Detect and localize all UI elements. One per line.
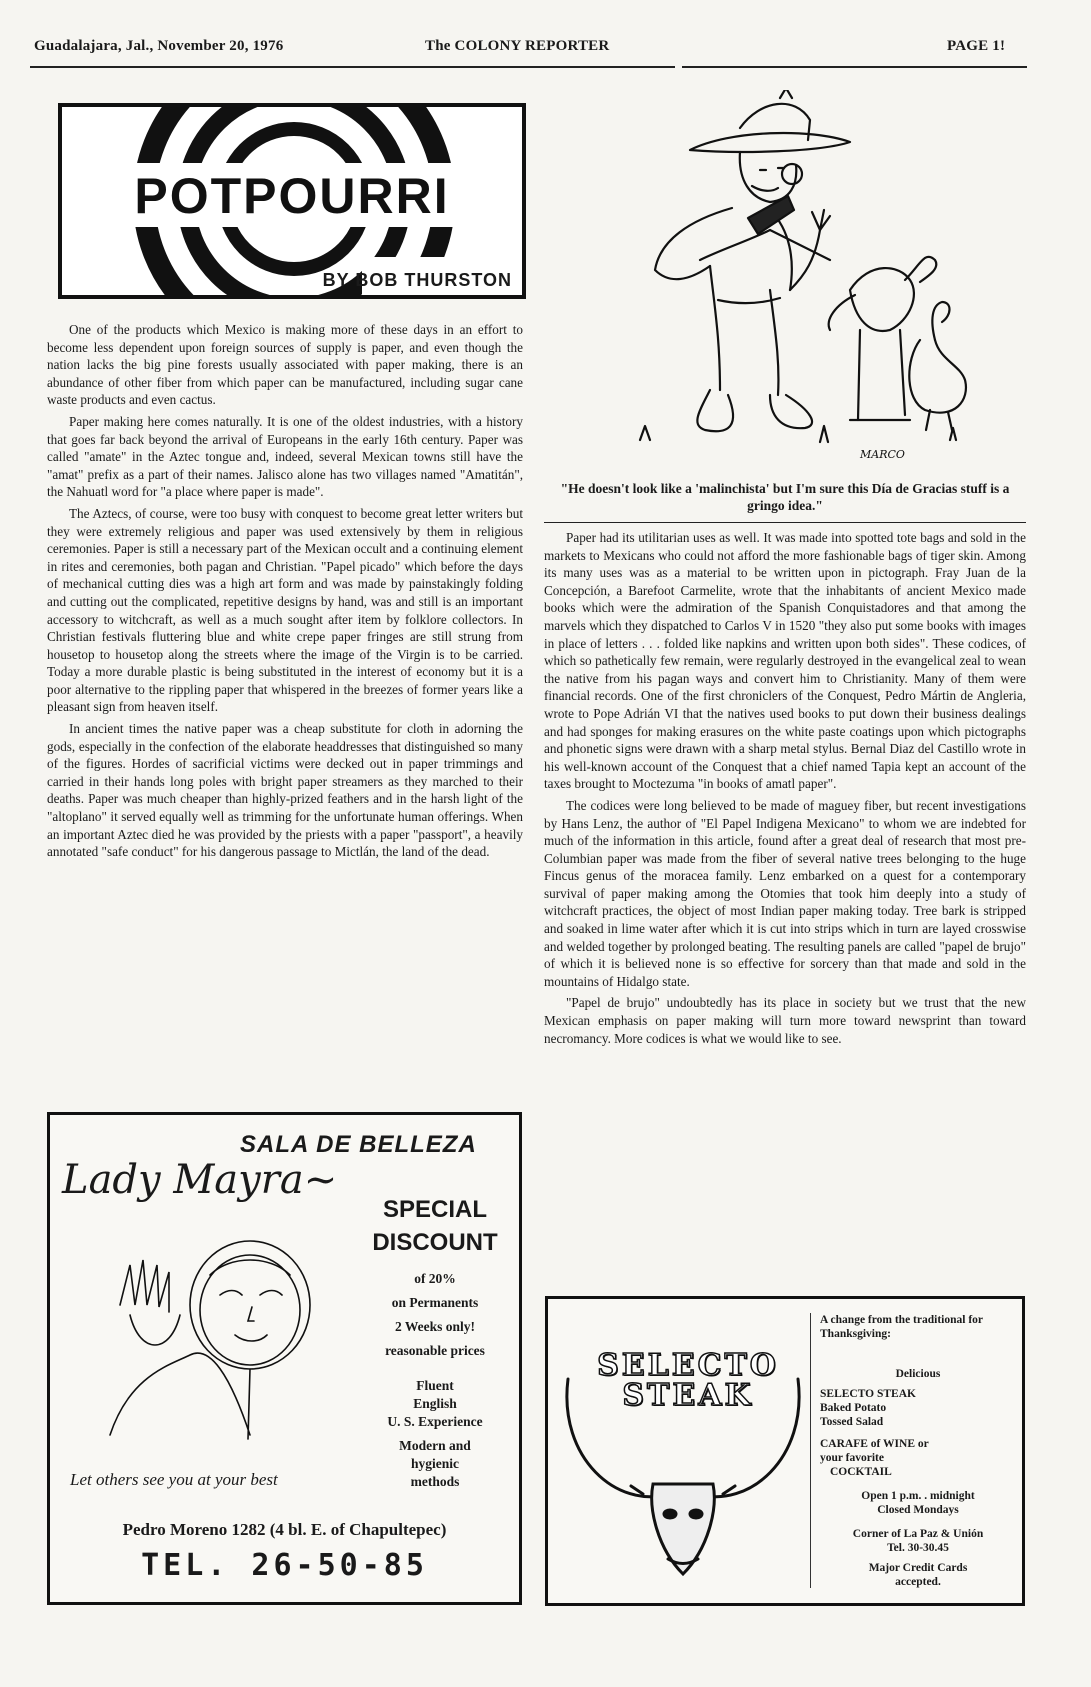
column-logo — [58, 103, 526, 299]
discount-label: DISCOUNT — [372, 1229, 498, 1256]
steak-hours — [820, 1489, 1016, 1517]
offer-line: on Permanents — [391, 1295, 479, 1310]
salon-address: Pedro Moreno 1282 (4 bl. E. of Chapultepec) — [122, 1520, 447, 1539]
steak-wine — [820, 1437, 1016, 1479]
cartoon-signature: MARCO — [860, 448, 905, 461]
salon-tagline: Let others see you at your best — [70, 1470, 278, 1489]
location-line: Corner of La Paz & Unión — [852, 1528, 984, 1540]
article-paragraph: In ancient times the native paper was a cheap substitute for cloth in adorning the gods, especially in the confection of the elaborate headdresses that distinguished so many of the figures. Hordes of sacrificial victims were decked out in paper trimmings and carried in their hands long poles with bright paper streamers as they marched to their deaths. Paper was much cheaper than highly-prized feathers and in the harsh light of the "altoplano" it served equally well as trimming for the unfortunate human offerings. When an important Aztec died he was provided by the priests with a paper "passport", a heavily annotated "safe conduct" for his dangerous passage to Mictlán, the land of the dead. — [47, 721, 523, 860]
salon-title: SALA DE BELLEZA — [240, 1131, 477, 1158]
cards-line: accepted. — [895, 1576, 941, 1588]
offer-line: reasonable prices — [385, 1343, 485, 1358]
steak-cards — [820, 1561, 1016, 1589]
salon-methods — [350, 1437, 520, 1491]
language-line: English — [413, 1396, 457, 1411]
special-discount-heading — [350, 1193, 520, 1259]
methods-line: methods — [410, 1474, 460, 1489]
restaurant-name-line: STEAK — [622, 1378, 754, 1413]
location-line: Tel. 30-30.45 — [887, 1542, 949, 1554]
header-rule-right — [682, 66, 1027, 68]
methods-line: Modern and — [399, 1438, 471, 1453]
special-label: SPECIAL — [382, 1196, 487, 1223]
dateline: Guadalajara, Jal., November 20, 1976 — [34, 38, 284, 54]
woman-with-mirror-illustration — [90, 1235, 330, 1465]
article-right-column — [544, 529, 1026, 1051]
methods-line: hygienic — [410, 1456, 459, 1471]
article-paragraph: One of the products which Mexico is making more of these days in an effort to become less dependent upon foreign sources of supply is paper, and even though the nation lacks the big pine forests usually associated with paper making, there is an abundance of other fiber from which paper can be manufactured, including sugar cane waste products and even cactus. — [47, 322, 523, 408]
restaurant-name-line: SELECTO — [597, 1348, 779, 1383]
salon-phone: TEL. 26-50-85 — [141, 1548, 428, 1583]
steak-restaurant-name — [578, 1348, 798, 1413]
article-paragraph: The codices were long believed to be made of maguey fiber, but recent investigations by Hans Lenz, the author of "El Papel Indigena Mexicano" to whom we are indebted for much of the information in this article, found after a great deal of research that most pre-Columbian paper was made from the fiber of several native trees belonging to the huge Fincus genus of the moracea family. Lenz embarked on a quest for a contemporary survival of paper making among the Otomies that took him deeply into a study of witchcraft practices, the object of most Indian paper making today. Tree bark is stripped and soaked in lime water after which it is cut into strips which in turn are layed crosswise and welded together by prolonged beating. The resulting panels are called "papel de brujo" of which it is believed none is so effective for sorcery than that made and sold in the mountains of Hidalgo state. — [544, 797, 1026, 989]
cartoon-caption: "He doesn't look like a 'malinchista' but I'm sure this Día de Gracias stuff is a gringo idea." — [560, 481, 1010, 513]
offer-line: of 20% — [414, 1271, 456, 1286]
menu-heading: Delicious — [895, 1368, 941, 1380]
wine-line: CARAFE of WINE or — [820, 1438, 929, 1450]
page-number: PAGE 1! — [947, 38, 1006, 54]
column-byline: BY BOB THURSTON — [322, 270, 512, 290]
article-paragraph: The Aztecs, of course, were too busy with conquest to become great letter writers but they were extremely religious and paper was used extensively by them in religious ceremonies. Paper is still a necessary part of the Mexican occult and a continuing element in rites and ceremonies, both pagan and Christian. "Papel picado" which before the days of mechanical cutting dies was a high art form and was made by painstakingly folding and cutting out the complicated, repetitive designs by hand, was and still is an important accessory to witchcraft, as well as a much sought after item by folklore collectors. In Christian festivals fluttering blue and white crepe paper fringes are still strung from housetop to housetop along the streets where the image of the Virgin is to be carried. Today a more durable plastic is being substituted in the interest of economy but it is a poor alternative to the rippling paper that whispered in the breezes of former years like a pleasant sign from heaven itself. — [47, 505, 523, 715]
salon-advertisement — [47, 1112, 522, 1605]
article-paragraph: Paper had its utilitarian uses as well. It was made into spotted tote bags and sold in the markets to Mexicans who could not afford the more fashionable bags of tiger skin. Among its many uses was as a material to be written upon in pictograph. Fray Juan de la Concepción, a Barefoot Carmelite, wrote that the inhabitants of ancient Mexico made books which were the admiration of the Spanish Conquistadores and that among the marvels which they dispatched to Carlos V in 1520 "they also put some books with images in place of letters . . . folded like napkins and written upon both sides". These codices, of which so pathetically few remain, were regularly destroyed in the evangelical zeal to wean the native from his pagan ways and convert him to Christianity. Many of them were financial records. One of the first chroniclers of the Conquest, Pedro Mártin de Angleria, wrote to Pope Adrián VI that the natives used books to put down their business dealings and had sponges for making erasures on the white paste coatings upon which pictographs and phonetic signs were drawn with a sharp metal stylus. Bernal Diaz del Castillo wrote in his well-known account of the Conquest that a chief named Tapia kept an account of the taxes brought to Moctezuma "in books of amatl paper". — [544, 530, 1026, 792]
salon-language — [350, 1377, 520, 1431]
article-paragraph: "Papel de brujo" undoubtedly has its place in society but we trust that the new Mexican emphasis on paper making will turn more toward newsprint than toward necromancy. More codices is what we would like to see. — [544, 995, 1026, 1046]
menu-item: SELECTO STEAK — [820, 1388, 916, 1400]
article-paragraph: Paper making here comes naturally. It is one of the oldest industries, with a history that goes far back beyond the arrival of Europeans in the early 16th century. Paper was called "amate" in the Aztec tongue and, indeed, several Mexican towns still have the "amat" prefix as a part of their names. Jalisco alone has two villages named "Amatitán", the Nahuatl word for "a place where paper is made". — [47, 413, 523, 500]
hours-line: Closed Mondays — [877, 1504, 959, 1516]
menu-item: Tossed Salad — [820, 1416, 884, 1428]
steak-intro: A change from the traditional for Thanksgiving: — [820, 1314, 983, 1340]
steak-location — [820, 1527, 1016, 1555]
steak-advertisement — [545, 1296, 1025, 1606]
caption-rule — [544, 522, 1026, 523]
salon-offer — [350, 1270, 520, 1360]
offer-line: 2 Weeks only! — [394, 1319, 475, 1334]
column-title: POTPOURRI — [134, 168, 450, 224]
steak-menu — [820, 1387, 1016, 1429]
cards-line: Major Credit Cards — [868, 1562, 968, 1574]
hours-line: Open 1 p.m. . midnight — [861, 1490, 975, 1502]
menu-item: Baked Potato — [820, 1402, 887, 1414]
article-left-column — [47, 321, 523, 865]
masthead: The COLONY REPORTER — [425, 38, 610, 54]
wine-line: your favorite — [820, 1452, 884, 1464]
language-line: Fluent — [416, 1378, 454, 1393]
steak-ad-divider — [810, 1313, 811, 1588]
header-rule-left — [30, 66, 675, 68]
wine-line: COCKTAIL — [830, 1466, 892, 1478]
salon-script-name: Lady Mayra~ — [62, 1157, 338, 1203]
language-line: U. S. Experience — [387, 1414, 483, 1429]
cartoon-illustration — [620, 90, 990, 475]
